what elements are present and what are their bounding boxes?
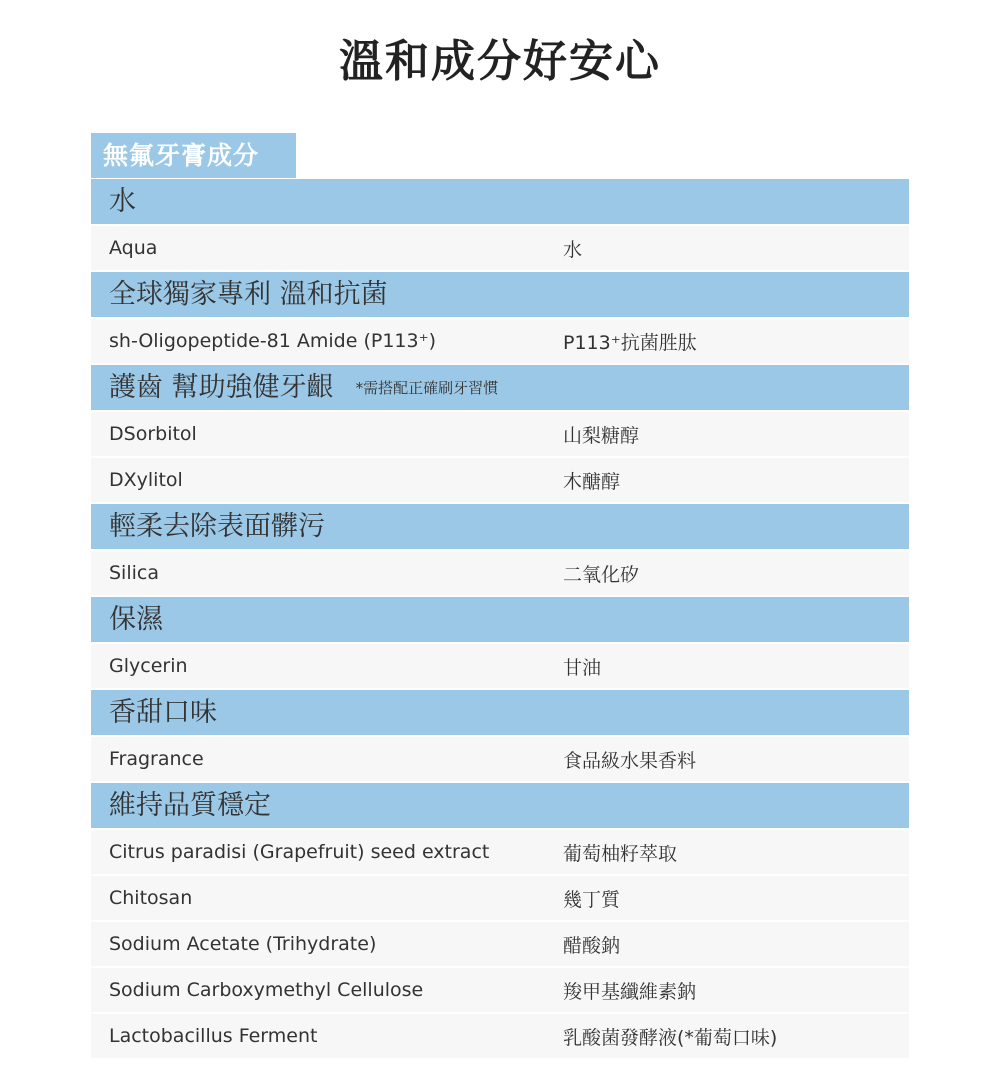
- section-heading-text: 全球獨家專利 溫和抗菌: [109, 279, 388, 310]
- ingredient-zh: 乳酸菌發酵液(*葡萄口味): [563, 1026, 778, 1049]
- ingredient-row: [91, 412, 909, 458]
- ingredient-en: Silica: [109, 562, 159, 584]
- ingredient-zh: 食品級水果香料: [563, 749, 697, 772]
- section-heading: [91, 504, 909, 549]
- ingredient-zh: 葡萄柚籽萃取: [563, 842, 678, 865]
- ingredient-row: [91, 458, 909, 504]
- ingredient-en: Sodium Acetate (Trihydrate): [109, 933, 377, 955]
- section-note: *需搭配正確刷牙習慣: [355, 379, 499, 397]
- ingredient-row: [91, 551, 909, 597]
- ingredient-row: [91, 830, 909, 876]
- ingredient-zh: 水: [563, 238, 583, 261]
- ingredient-en: DSorbitol: [109, 423, 197, 445]
- ingredient-row: [91, 876, 909, 922]
- ingredient-row: [91, 226, 909, 272]
- ingredients-tab-label: 無氟牙膏成分: [91, 133, 296, 178]
- ingredient-row: [91, 968, 909, 1014]
- ingredient-zh: 二氧化矽: [563, 563, 640, 586]
- ingredient-en: Aqua: [109, 237, 158, 259]
- ingredient-zh: 甘油: [563, 656, 602, 679]
- page-title: 溫和成分好安心: [339, 36, 661, 87]
- ingredient-row: [91, 737, 909, 783]
- section-heading-text: 保濕: [109, 604, 163, 635]
- section-heading-text: 水: [109, 186, 136, 217]
- ingredient-zh: 醋酸鈉: [563, 934, 621, 957]
- ingredient-zh: 羧甲基纖維素鈉: [563, 980, 697, 1003]
- section-heading-text: 維持品質穩定: [109, 790, 271, 821]
- ingredient-en: Fragrance: [109, 748, 204, 770]
- ingredient-zh: P113⁺抗菌胜肽: [563, 331, 697, 354]
- section-heading: [91, 690, 909, 735]
- ingredient-en: Glycerin: [109, 655, 188, 677]
- ingredient-en: sh-Oligopeptide-81 Amide (P113⁺): [109, 330, 437, 352]
- ingredient-en: Citrus paradisi (Grapefruit) seed extract: [109, 841, 490, 863]
- ingredient-row: [91, 922, 909, 968]
- section-heading-text: 香甜口味: [109, 697, 217, 728]
- ingredient-en: Chitosan: [109, 887, 193, 909]
- ingredient-row: [91, 644, 909, 690]
- ingredient-zh: 山梨糖醇: [563, 424, 640, 447]
- ingredient-zh: 幾丁質: [563, 888, 621, 911]
- section-heading: [91, 783, 909, 828]
- section-heading: [91, 597, 909, 642]
- ingredient-en: Lactobacillus Ferment: [109, 1025, 318, 1047]
- section-heading: [91, 365, 909, 410]
- section-heading-text: 輕柔去除表面髒污: [109, 511, 325, 542]
- ingredient-en: Sodium Carboxymethyl Cellulose: [109, 979, 424, 1001]
- section-heading: [91, 272, 909, 317]
- ingredient-row: [91, 1014, 909, 1060]
- section-heading: [91, 179, 909, 224]
- ingredients-table: [91, 179, 909, 1060]
- section-heading-text: 護齒 幫助強健牙齦: [109, 372, 334, 403]
- ingredient-zh: 木醣醇: [563, 470, 621, 493]
- ingredient-en: DXylitol: [109, 469, 183, 491]
- ingredient-row: [91, 319, 909, 365]
